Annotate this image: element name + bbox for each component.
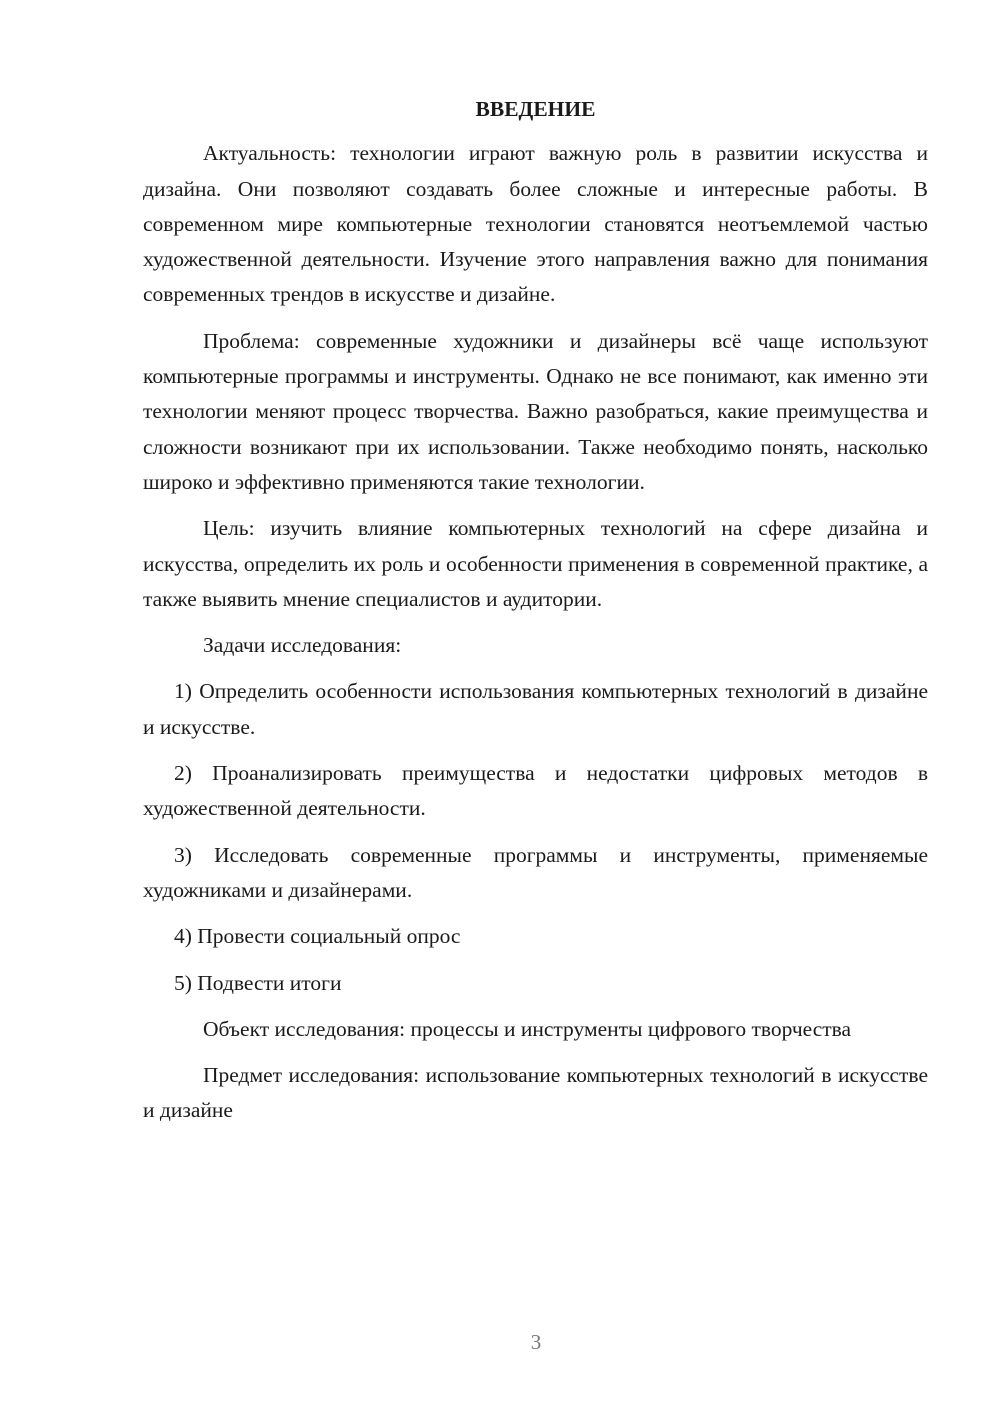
paragraph-relevance: Актуальность: технологии играют важную роль в развитии искусства и дизайна. Они позволяют создавать более сложные и интересные работы. В современном мире компьютерные технологии становятся неотъемлемой частью художественной деятельности. Изучение этого направления важно для понимания современных трендов в искусстве и дизайне. bbox=[143, 141, 928, 307]
paragraph-goal: Цель: изучить влияние компьютерных технологий на сфере дизайна и искусства, определить их роль и особенности применения в современной практике, а также выявить мнение специалистов и аудитории. bbox=[143, 516, 928, 611]
task-item: 1) Определить особенности использования компьютерных технологий в дизайне и искусстве. bbox=[143, 679, 928, 739]
page-number: 3 bbox=[530, 1330, 542, 1354]
task-item: 3) Исследовать современные программы и инструменты, применяемые художниками и дизайнерами. bbox=[143, 842, 928, 902]
paragraph-subject: Предмет исследования: использование компьютерных технологий в искусстве и дизайне bbox=[143, 1063, 928, 1123]
paragraph-tasks-heading: Задачи исследования: bbox=[203, 633, 402, 658]
paragraph-object: Объект исследования: процессы и инструменты цифрового творчества bbox=[203, 1016, 852, 1041]
task-item: 2) Проанализировать преимущества и недостатки цифровых методов в художественной деятельности. bbox=[143, 761, 928, 821]
document-title: ВВЕДЕНИЕ bbox=[475, 97, 596, 121]
document-page bbox=[143, 92, 928, 1140]
task-item: 4) Провести социальный опрос bbox=[174, 924, 461, 949]
task-item: 5) Подвести итоги bbox=[174, 970, 342, 995]
paragraph-problem: Проблема: современные художники и дизайнеры всё чаще используют компьютерные программы и инструменты. Однако не все понимают, как именно эти технологии меняют процесс творчества. Важно разобраться, какие преимущества и сложности возникают при их использовании. Также необходимо понять, насколько широко и эффективно применяются такие технологии. bbox=[143, 328, 928, 494]
